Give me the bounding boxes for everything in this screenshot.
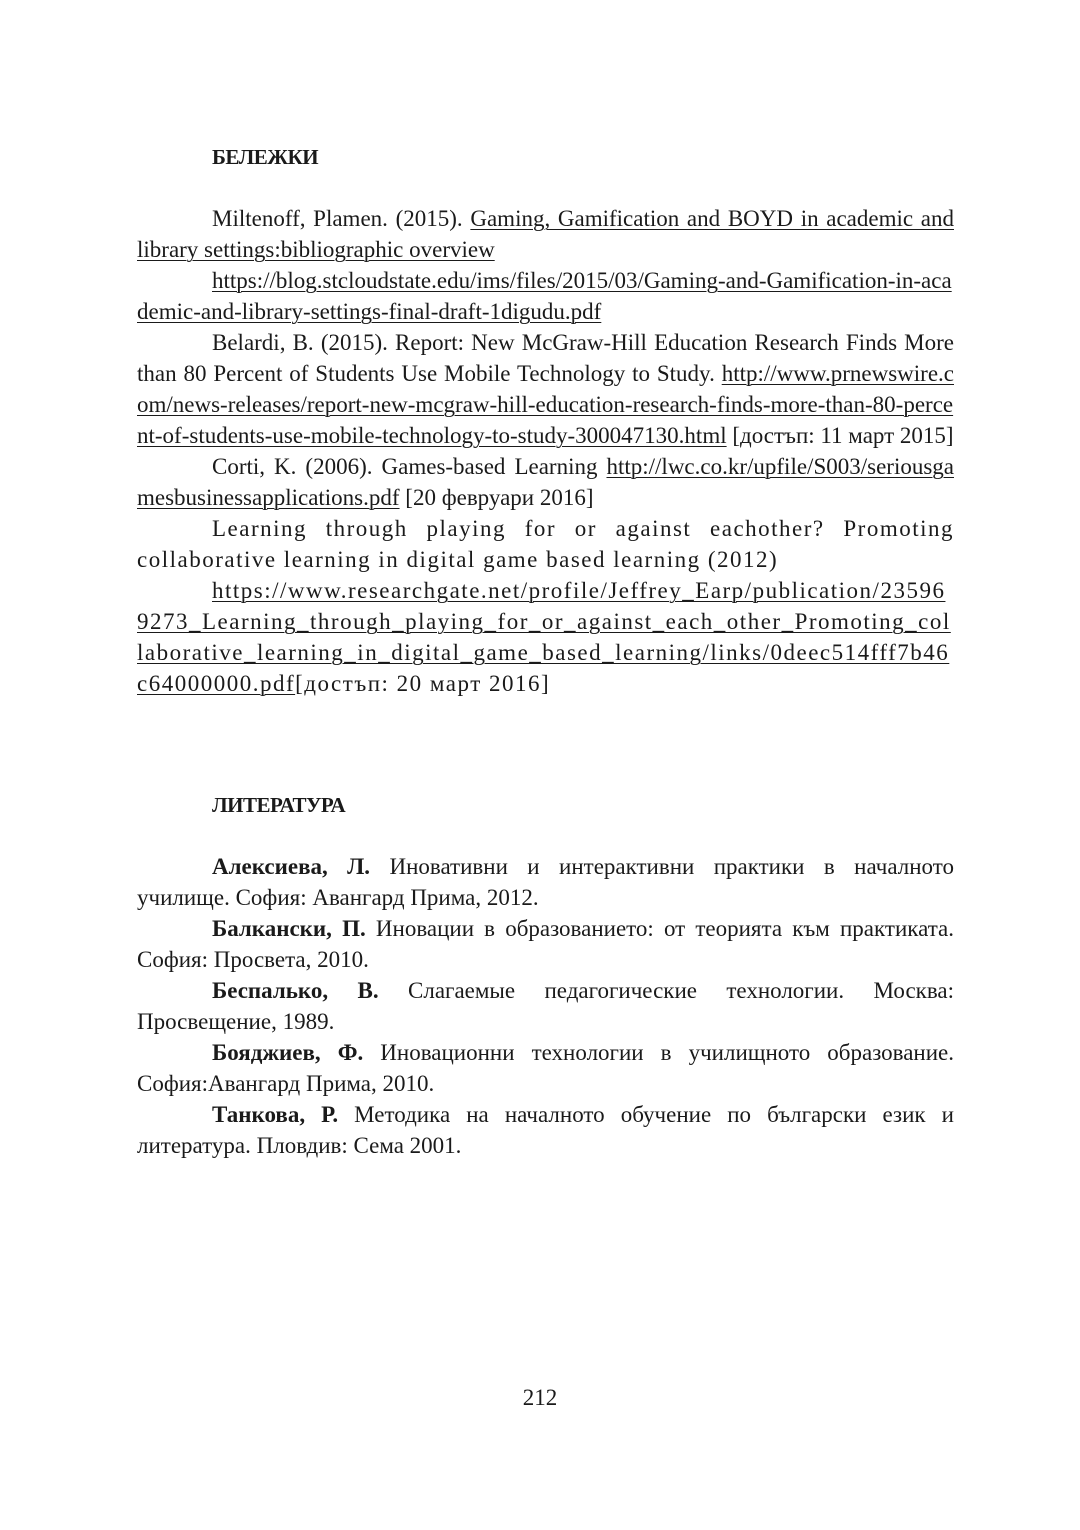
note-access-date: [достъп: 20 март 2016]: [295, 671, 551, 696]
note-url-link[interactable]: https://blog.stcloudstate.edu/ims/files/2015/03/Gaming-and-Gamification-in-academic-and-library-settings-final-draft-1digudu.pdf: [137, 268, 952, 324]
note-entry: [137, 451, 954, 513]
note-entry: [137, 513, 954, 575]
note-citation: Corti, K. (2006). Games-based Learning: [212, 454, 607, 479]
note-citation: Miltenoff, Plamen. (2015).: [212, 206, 471, 231]
note-url-link[interactable]: http://lwc.co.kr/upfile/S003/seriousgamesbusinessapplications.pdf: [137, 454, 954, 510]
note-citation: Learning through playing for or against eachother? Promoting collaborative learning in digital game based learning (2012): [137, 516, 954, 572]
literature-text: Методика на началното обучение по български език и литература. Пловдив: Сема 2001.: [137, 1102, 954, 1158]
literature-text: Иновационни технологии в училищното образование. София:Авангард Прима, 2010.: [137, 1040, 954, 1096]
notes-list: [137, 203, 954, 699]
note-entry: [137, 265, 954, 327]
literature-entry: [137, 913, 954, 975]
note-access-date: [достъп: 11 март 2015]: [726, 423, 954, 448]
notes-heading: БЕЛЕЖКИ: [212, 145, 319, 169]
literature-author: Беспалько, В.: [212, 978, 379, 1003]
literature-entry: [137, 975, 954, 1037]
literature-heading: ЛИТЕРАТУРА: [212, 793, 346, 817]
literature-author: Балкански, П.: [212, 916, 366, 941]
literature-entry: [137, 851, 954, 913]
literature-entry: [137, 1037, 954, 1099]
literature-text: Слагаемые педагогические технологии. Москва: Просвещение, 1989.: [137, 978, 954, 1034]
literature-text: Иновации в образованието: от теорията към практиката. София: Просвета, 2010.: [137, 916, 954, 972]
literature-text: Иновативни и интерактивни практики в началното училище. София: Авангард Прима, 2012.: [137, 854, 954, 910]
literature-author: Алексиева, Л.: [212, 854, 371, 879]
literature-author: Бояджиев, Ф.: [212, 1040, 364, 1065]
literature-list: [137, 851, 954, 1161]
note-access-date: [20 февруари 2016]: [399, 485, 594, 510]
literature-entry: [137, 1099, 954, 1161]
note-entry: [137, 575, 954, 699]
page-number: 212: [522, 1385, 558, 1410]
note-entry: [137, 327, 954, 451]
note-url-link[interactable]: http://www.prnewswire.com/news-releases/report-new-mcgraw-hill-education-research-finds-more-than-80-percent-of-students-use-mobile-technology-to-study-300047130.html: [137, 361, 954, 448]
note-title-link[interactable]: Gaming, Gamification and BOYD in academic and library settings:bibliographic overview: [137, 206, 954, 262]
note-citation: Belardi, B. (2015). Report: New McGraw-Hill Education Research Finds More than 80 Percent of Students Use Mobile Technology to Study.: [137, 330, 954, 386]
literature-author: Танкова, Р.: [212, 1102, 339, 1127]
note-entry: [137, 203, 954, 265]
note-url-link[interactable]: https://www.researchgate.net/profile/Jeffrey_Earp/publication/235969273_Learning_through_playing_for_or_against_each_other_Promoting_collaborative_learning_in_digital_game_based_learning/links/0deec514fff7b46c64000000.pdf: [137, 578, 951, 696]
